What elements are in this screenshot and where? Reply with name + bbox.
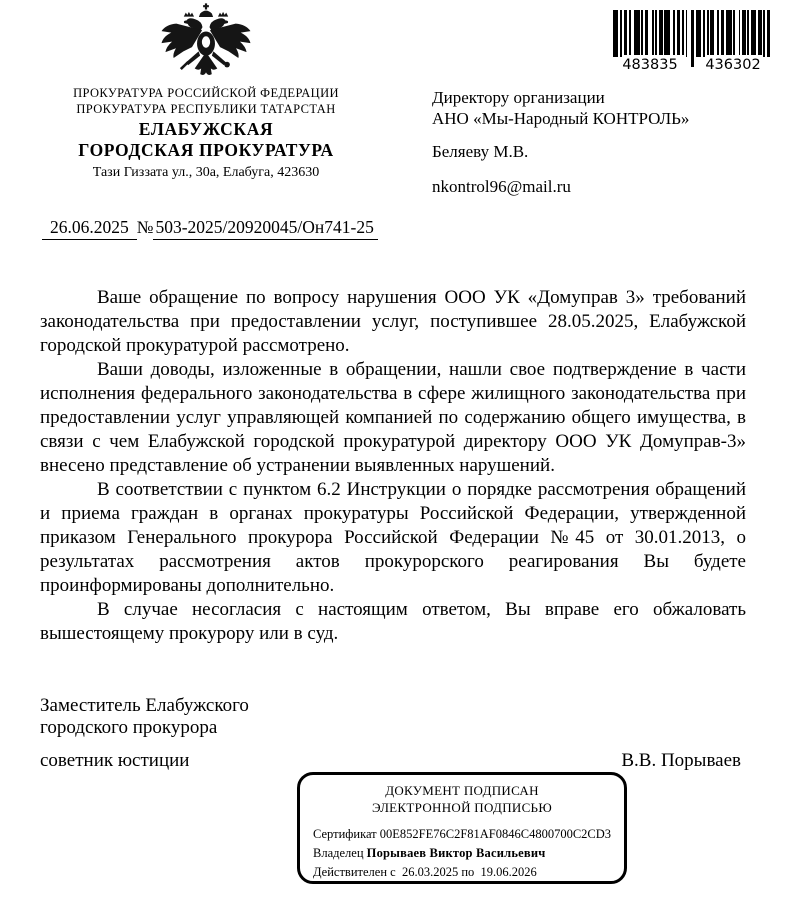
signature-row xyxy=(40,750,741,772)
barcode xyxy=(613,10,771,76)
signer-name: В.В. Порываев xyxy=(621,750,741,771)
recipient-email: nkontrol96@mail.ru xyxy=(432,177,571,196)
recipient-title: Директору организации xyxy=(432,88,605,107)
barcode-number-right: 436302 xyxy=(695,57,771,73)
barcode-number-left: 483835 xyxy=(613,57,687,73)
letterhead-country-line: ПРОКУРАТУРА РОССИЙСКОЙ ФЕДЕРАЦИИ xyxy=(73,86,339,100)
stamp-validity-label: Действителен с xyxy=(313,865,396,879)
stamp-title-line2: ЭЛЕКТРОННОЙ ПОДПИСЬЮ xyxy=(372,799,552,815)
body-paragraph-4: В случае несогласия с настоящим ответом, Вы вправе его обжаловать вышестоящему прокурору или в суд. xyxy=(40,599,746,644)
stamp-certificate-value: 00E852FE76C2F81AF0846C4800700C2CD3 xyxy=(379,827,612,841)
letterhead-org-name-line2: ГОРОДСКАЯ ПРОКУРАТУРА xyxy=(78,139,334,160)
stamp-owner-label: Владелец xyxy=(313,846,364,860)
stamp-validity-line xyxy=(313,863,614,882)
stamp-validity-to: 19.06.2026 xyxy=(480,865,537,879)
recipient-organization: АНО «Мы-Народный КОНТРОЛЬ» xyxy=(432,109,690,128)
stamp-owner-value: Порываев Виктор Васильевич xyxy=(366,846,546,860)
body-paragraph-3: В соответствии с пунктом 6.2 Инструкции о порядке рассмотрения обращений и приема граждан в органах прокуратуры Российской Федерации, утвержденной приказом Генерального прокурора Российской Федерации №45 от 30.01.2013, о результатах рассмотрения актов прокурорского реагирования Вы будете проинформированы дополнительно. xyxy=(40,479,746,596)
stamp-title-line1: ДОКУМЕНТ ПОДПИСАН xyxy=(385,783,539,798)
stamp-details xyxy=(313,825,614,882)
stamp-certificate-line xyxy=(313,825,614,844)
letterhead-republic-line: ПРОКУРАТУРА РЕСПУБЛИКИ ТАТАРСТАН xyxy=(76,102,336,116)
letterhead-org-name-line1: ЕЛАБУЖСКАЯ xyxy=(138,119,274,139)
stamp-validity-between-label: по xyxy=(461,865,475,879)
electronic-signature-stamp xyxy=(297,772,627,884)
recipient-name: Беляеву М.В. xyxy=(432,142,529,161)
stamp-title xyxy=(300,783,624,816)
signer-position-line1: Заместитель Елабужского xyxy=(40,695,249,716)
signer-position xyxy=(40,695,249,739)
body-paragraph-2: Ваши доводы, изложенные в обращении, нашли свое подтверждение в части исполнения федерального законодательства в сфере жилищного законодательства при предоставлении услуг управляющей компанией по содержанию общего имущества, в связи с чем Елабужской городской прокуратурой директору ООО УК Домуправ-3» внесено представление об устранении выявленных нарушений. xyxy=(40,359,746,476)
barcode-numbers xyxy=(613,57,771,73)
letterhead-address: Тази Гиззата ул., 30а, Елабуга, 423630 xyxy=(92,165,320,180)
signer-position-line2: городского прокурора xyxy=(40,717,218,738)
letterhead xyxy=(28,85,384,181)
russia-coat-of-arms-icon xyxy=(158,3,254,81)
reference-number: 503-2025/20920045/Он741-25 xyxy=(153,217,377,240)
letter-body xyxy=(40,286,746,646)
signer-rank: советник юстиции xyxy=(40,750,190,771)
stamp-validity-from: 26.03.2025 xyxy=(401,865,459,879)
recipient-block xyxy=(432,87,762,197)
stamp-certificate-label: Сертификат xyxy=(313,827,377,841)
reference-line xyxy=(42,217,378,240)
stamp-owner-line xyxy=(313,844,614,863)
reference-date: 26.06.2025 xyxy=(42,217,137,240)
body-paragraph-1: Ваше обращение по вопросу нарушения ООО УК «Домуправ 3» требований законодательства при предоставлении услуг, поступившее 28.05.2025, Елабужской городской прокуратурой рассмотрено. xyxy=(40,287,746,356)
reference-number-sign: № xyxy=(136,217,154,237)
